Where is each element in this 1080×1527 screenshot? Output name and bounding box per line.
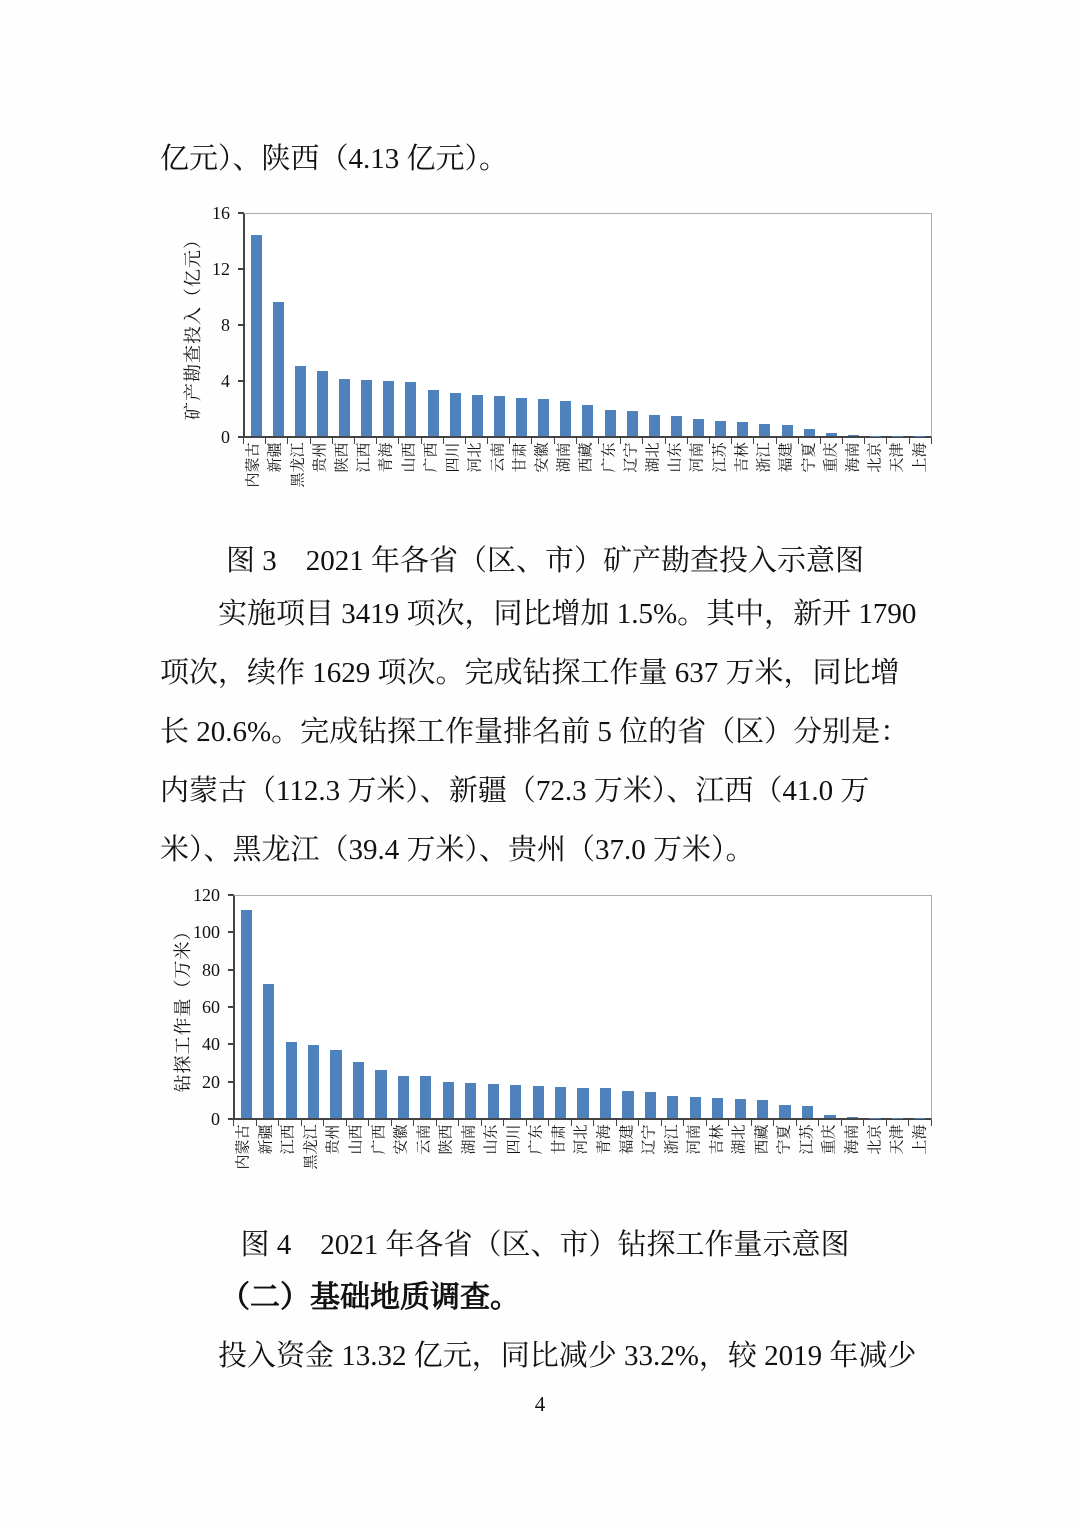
bar	[383, 381, 394, 436]
bar	[420, 1076, 431, 1118]
x-axis-label: 甘肃	[512, 442, 529, 473]
bar-slot	[751, 896, 773, 1118]
page-number: 4	[534, 1392, 546, 1416]
x-axis-label: 四川	[506, 1124, 523, 1155]
x-axis-label: 辽宁	[623, 442, 640, 473]
bar	[847, 1117, 858, 1118]
x-axis-label: 山西	[348, 1124, 365, 1155]
x-axis-label: 上海	[912, 1124, 929, 1155]
x-axis-label: 浙江	[756, 442, 773, 473]
caption-figure-3: 图 3 2021 年各省（区、市）矿产勘查投入示意图	[225, 545, 864, 577]
x-axis-label: 安徽	[393, 1124, 410, 1155]
x-axis-label: 吉林	[709, 1124, 726, 1155]
x-axis-label: 黑龙江	[290, 442, 307, 488]
x-axis-label: 山西	[401, 442, 418, 473]
x-axis-label: 河北	[573, 1124, 590, 1155]
x-axis-label: 北京	[867, 1124, 884, 1155]
bar-slot	[639, 896, 661, 1118]
y-tick-label: 100	[193, 922, 220, 943]
bar	[627, 411, 638, 436]
bar	[472, 395, 483, 436]
bar-slot	[267, 214, 289, 436]
bar	[560, 401, 571, 436]
x-axis-label: 青海	[378, 442, 395, 473]
bar-slot	[886, 896, 908, 1118]
bar-slot	[841, 896, 863, 1118]
x-axis-label: 海南	[844, 1124, 861, 1155]
y-tick-label: 0	[211, 1109, 220, 1129]
bar-slot	[555, 214, 577, 436]
x-axis-label: 广东	[528, 1124, 545, 1155]
bar-slot	[909, 214, 931, 436]
x-axis-label: 广西	[371, 1124, 388, 1155]
bar-slot	[302, 896, 324, 1118]
x-axis-label: 云南	[416, 1124, 433, 1155]
bar-slot	[422, 214, 444, 436]
bar	[757, 1100, 768, 1118]
bar-slot	[599, 214, 621, 436]
x-axis-label: 天津	[889, 442, 906, 473]
x-axis-label: 湖南	[461, 1124, 478, 1155]
bar-slot	[865, 214, 887, 436]
y-axis-title-text: 钻探工作量（万米）	[173, 921, 193, 1093]
bar	[737, 422, 748, 436]
bar-slot	[643, 214, 665, 436]
x-axis-label: 江苏	[799, 1124, 816, 1155]
x-axis-label: 河南	[686, 1124, 703, 1155]
chart-figure-3	[180, 200, 932, 518]
bar-slot	[617, 896, 639, 1118]
bar-slot	[460, 896, 482, 1118]
x-axis-label: 贵州	[325, 1124, 342, 1155]
x-axis-label: 湖南	[556, 442, 573, 473]
bar	[693, 419, 704, 436]
x-axis-label: 吉林	[734, 442, 751, 473]
bar-slot	[665, 214, 687, 436]
x-axis-label: 天津	[889, 1124, 906, 1155]
bar-slot	[887, 214, 909, 436]
section-heading: （二）基础地质调查。	[220, 1281, 520, 1314]
y-axis-title-text: 矿产勘查投入（亿元）	[183, 230, 203, 420]
bar	[516, 398, 527, 436]
x-axis-label: 江西	[356, 442, 373, 473]
paragraph-line: 长 20.6%。完成钻探工作量排名前 5 位的省（区）分别是：	[160, 716, 910, 748]
bar-slot	[842, 214, 864, 436]
x-axis-labels	[243, 444, 932, 516]
bar-slot	[311, 214, 333, 436]
x-axis-label: 上海	[912, 442, 929, 473]
bar	[824, 1115, 835, 1118]
bar-slot	[796, 896, 818, 1118]
plot-area	[243, 213, 932, 438]
x-axis-label: 山东	[483, 1124, 500, 1155]
chart-figure-4	[170, 882, 932, 1200]
bar-slot	[549, 896, 571, 1118]
bar-slot	[754, 214, 776, 436]
x-axis-label: 湖北	[731, 1124, 748, 1155]
bar-slot	[798, 214, 820, 436]
x-axis-label: 山东	[667, 442, 684, 473]
x-axis-label: 新疆	[267, 442, 284, 473]
x-axis-label: 西藏	[754, 1124, 771, 1155]
x-axis-label: 重庆	[821, 1124, 838, 1155]
bar-slot	[774, 896, 796, 1118]
bar-slot	[688, 214, 710, 436]
bar-slot	[356, 214, 378, 436]
bar	[353, 1062, 364, 1118]
intro-text-line: 亿元）、陕西（4.13 亿元）。	[160, 143, 509, 175]
bar	[533, 1086, 544, 1118]
bar	[361, 380, 372, 436]
bar	[494, 396, 505, 436]
bar	[649, 415, 660, 437]
bar-slot	[488, 214, 510, 436]
bar-slot	[437, 896, 459, 1118]
bar	[804, 429, 815, 436]
bar-slot	[504, 896, 526, 1118]
bar-slot	[289, 214, 311, 436]
y-tick-label: 8	[221, 315, 230, 335]
bar-slot	[776, 214, 798, 436]
x-axis-label: 海南	[845, 442, 862, 473]
x-axis-label: 广东	[601, 442, 618, 473]
bar-slot	[594, 896, 616, 1118]
y-tick-label: 16	[212, 203, 230, 223]
bar	[241, 910, 252, 1118]
y-tick-label: 40	[202, 1034, 220, 1055]
x-axis-label: 内蒙古	[245, 442, 262, 488]
bar-slot	[621, 214, 643, 436]
bar	[759, 424, 770, 436]
bar	[295, 366, 306, 436]
x-axis-label: 宁夏	[776, 1124, 793, 1155]
x-axis-label: 内蒙古	[235, 1124, 252, 1170]
bar	[428, 390, 439, 436]
bar-slot	[864, 896, 886, 1118]
bar	[263, 984, 274, 1118]
bar	[308, 1045, 319, 1118]
bar-slot	[280, 896, 302, 1118]
paragraph-line: 项次，续作 1629 项次。完成钻探工作量 637 万米，同比增	[160, 657, 900, 689]
caption-figure-4: 图 4 2021 年各省（区、市）钻探工作量示意图	[240, 1229, 850, 1261]
x-axis-label: 北京	[867, 442, 884, 473]
bar-slot	[819, 896, 841, 1118]
bar-slot	[482, 896, 504, 1118]
x-axis-label: 辽宁	[641, 1124, 658, 1155]
y-tick-label: 20	[202, 1071, 220, 1092]
x-axis-label: 福建	[778, 442, 795, 473]
x-axis-label: 陕西	[438, 1124, 455, 1155]
bar-slot	[909, 896, 931, 1118]
y-tick-label: 120	[193, 885, 220, 905]
bar-slot	[732, 214, 754, 436]
paragraph-line: 内蒙古（112.3 万米）、新疆（72.3 万米）、江西（41.0 万	[160, 775, 870, 807]
bar	[715, 421, 726, 436]
bar-slot	[527, 896, 549, 1118]
bar-slot	[370, 896, 392, 1118]
bar	[671, 416, 682, 436]
x-axis-label: 安徽	[534, 442, 551, 473]
y-tick-label: 60	[202, 997, 220, 1017]
x-axis-label: 福建	[619, 1124, 636, 1155]
bar	[735, 1099, 746, 1118]
bar	[405, 382, 416, 436]
bar-slot	[325, 896, 347, 1118]
x-axis-label: 贵州	[312, 442, 329, 473]
x-axis-label: 湖北	[645, 442, 662, 473]
bar	[398, 1076, 409, 1118]
bar-slot	[707, 896, 729, 1118]
x-axis-label: 重庆	[823, 442, 840, 473]
bar	[251, 235, 262, 436]
x-axis-label: 河北	[467, 442, 484, 473]
bar-slot	[572, 896, 594, 1118]
bar-slot	[444, 214, 466, 436]
body-paragraph	[160, 585, 950, 880]
bar-slot	[392, 896, 414, 1118]
y-tick-label: 0	[221, 427, 230, 447]
x-axis-label: 江西	[280, 1124, 297, 1155]
bar	[826, 433, 837, 436]
bar	[555, 1087, 566, 1118]
x-axis-label: 云南	[490, 442, 507, 473]
y-tick-label: 12	[212, 259, 230, 279]
paragraph-line: 实施项目 3419 项次，同比增加 1.5%。其中，新开 1790	[218, 598, 917, 630]
plot-area	[233, 895, 932, 1120]
y-tick-label: 4	[221, 371, 230, 391]
bar	[538, 399, 549, 436]
x-axis-label: 甘肃	[551, 1124, 568, 1155]
x-axis-label: 黑龙江	[303, 1124, 320, 1170]
bar-slot	[415, 896, 437, 1118]
bar-slot	[684, 896, 706, 1118]
y-axis-ticks	[200, 203, 238, 447]
bar	[645, 1092, 656, 1118]
x-axis-label: 西藏	[578, 442, 595, 473]
bar-slot	[257, 896, 279, 1118]
bar	[782, 425, 793, 436]
bar-slot	[577, 214, 599, 436]
x-axis-label: 四川	[445, 442, 462, 473]
bar	[600, 1088, 611, 1118]
bar	[465, 1083, 476, 1118]
bar	[488, 1084, 499, 1118]
bar	[273, 302, 284, 436]
bar	[375, 1070, 386, 1118]
x-axis-label: 青海	[596, 1124, 613, 1155]
y-axis-ticks	[190, 885, 228, 1129]
bar	[622, 1091, 633, 1118]
bar	[577, 1088, 588, 1118]
bar-slot	[533, 214, 555, 436]
bar	[450, 393, 461, 436]
bar-slot	[820, 214, 842, 436]
bar	[667, 1096, 678, 1118]
bar	[330, 1050, 341, 1118]
body-paragraph-2: 投入资金 13.32 亿元，同比减少 33.2%，较 2019 年减少	[218, 1340, 917, 1372]
x-axis-label: 浙江	[664, 1124, 681, 1155]
x-axis-label: 宁夏	[801, 442, 818, 473]
x-axis-label: 河南	[689, 442, 706, 473]
bar-slot	[511, 214, 533, 436]
bar	[605, 410, 616, 436]
x-axis-labels	[233, 1126, 932, 1198]
x-axis-label: 陕西	[334, 442, 351, 473]
y-tick-label: 80	[202, 959, 220, 980]
bar	[286, 1042, 297, 1118]
bar	[802, 1106, 813, 1118]
bar	[712, 1098, 723, 1118]
bar	[582, 405, 593, 436]
x-axis-label: 新疆	[258, 1124, 275, 1155]
bar-slot	[400, 214, 422, 436]
bar-slot	[378, 214, 400, 436]
bar	[443, 1082, 454, 1118]
x-axis-label: 江苏	[712, 442, 729, 473]
bar	[779, 1105, 790, 1118]
bar	[690, 1097, 701, 1118]
x-axis-label: 广西	[423, 442, 440, 473]
bar-slot	[347, 896, 369, 1118]
bar	[339, 379, 350, 436]
paragraph-line: 米）、黑龙江（39.4 万米）、贵州（37.0 万米）。	[160, 834, 755, 866]
bar	[510, 1085, 521, 1118]
bar-slot	[729, 896, 751, 1118]
bar-slot	[466, 214, 488, 436]
bar-slot	[334, 214, 356, 436]
bar-slot	[245, 214, 267, 436]
bar	[317, 371, 328, 436]
bar	[848, 435, 859, 436]
bar-slot	[235, 896, 257, 1118]
bar-slot	[710, 214, 732, 436]
bar-slot	[662, 896, 684, 1118]
